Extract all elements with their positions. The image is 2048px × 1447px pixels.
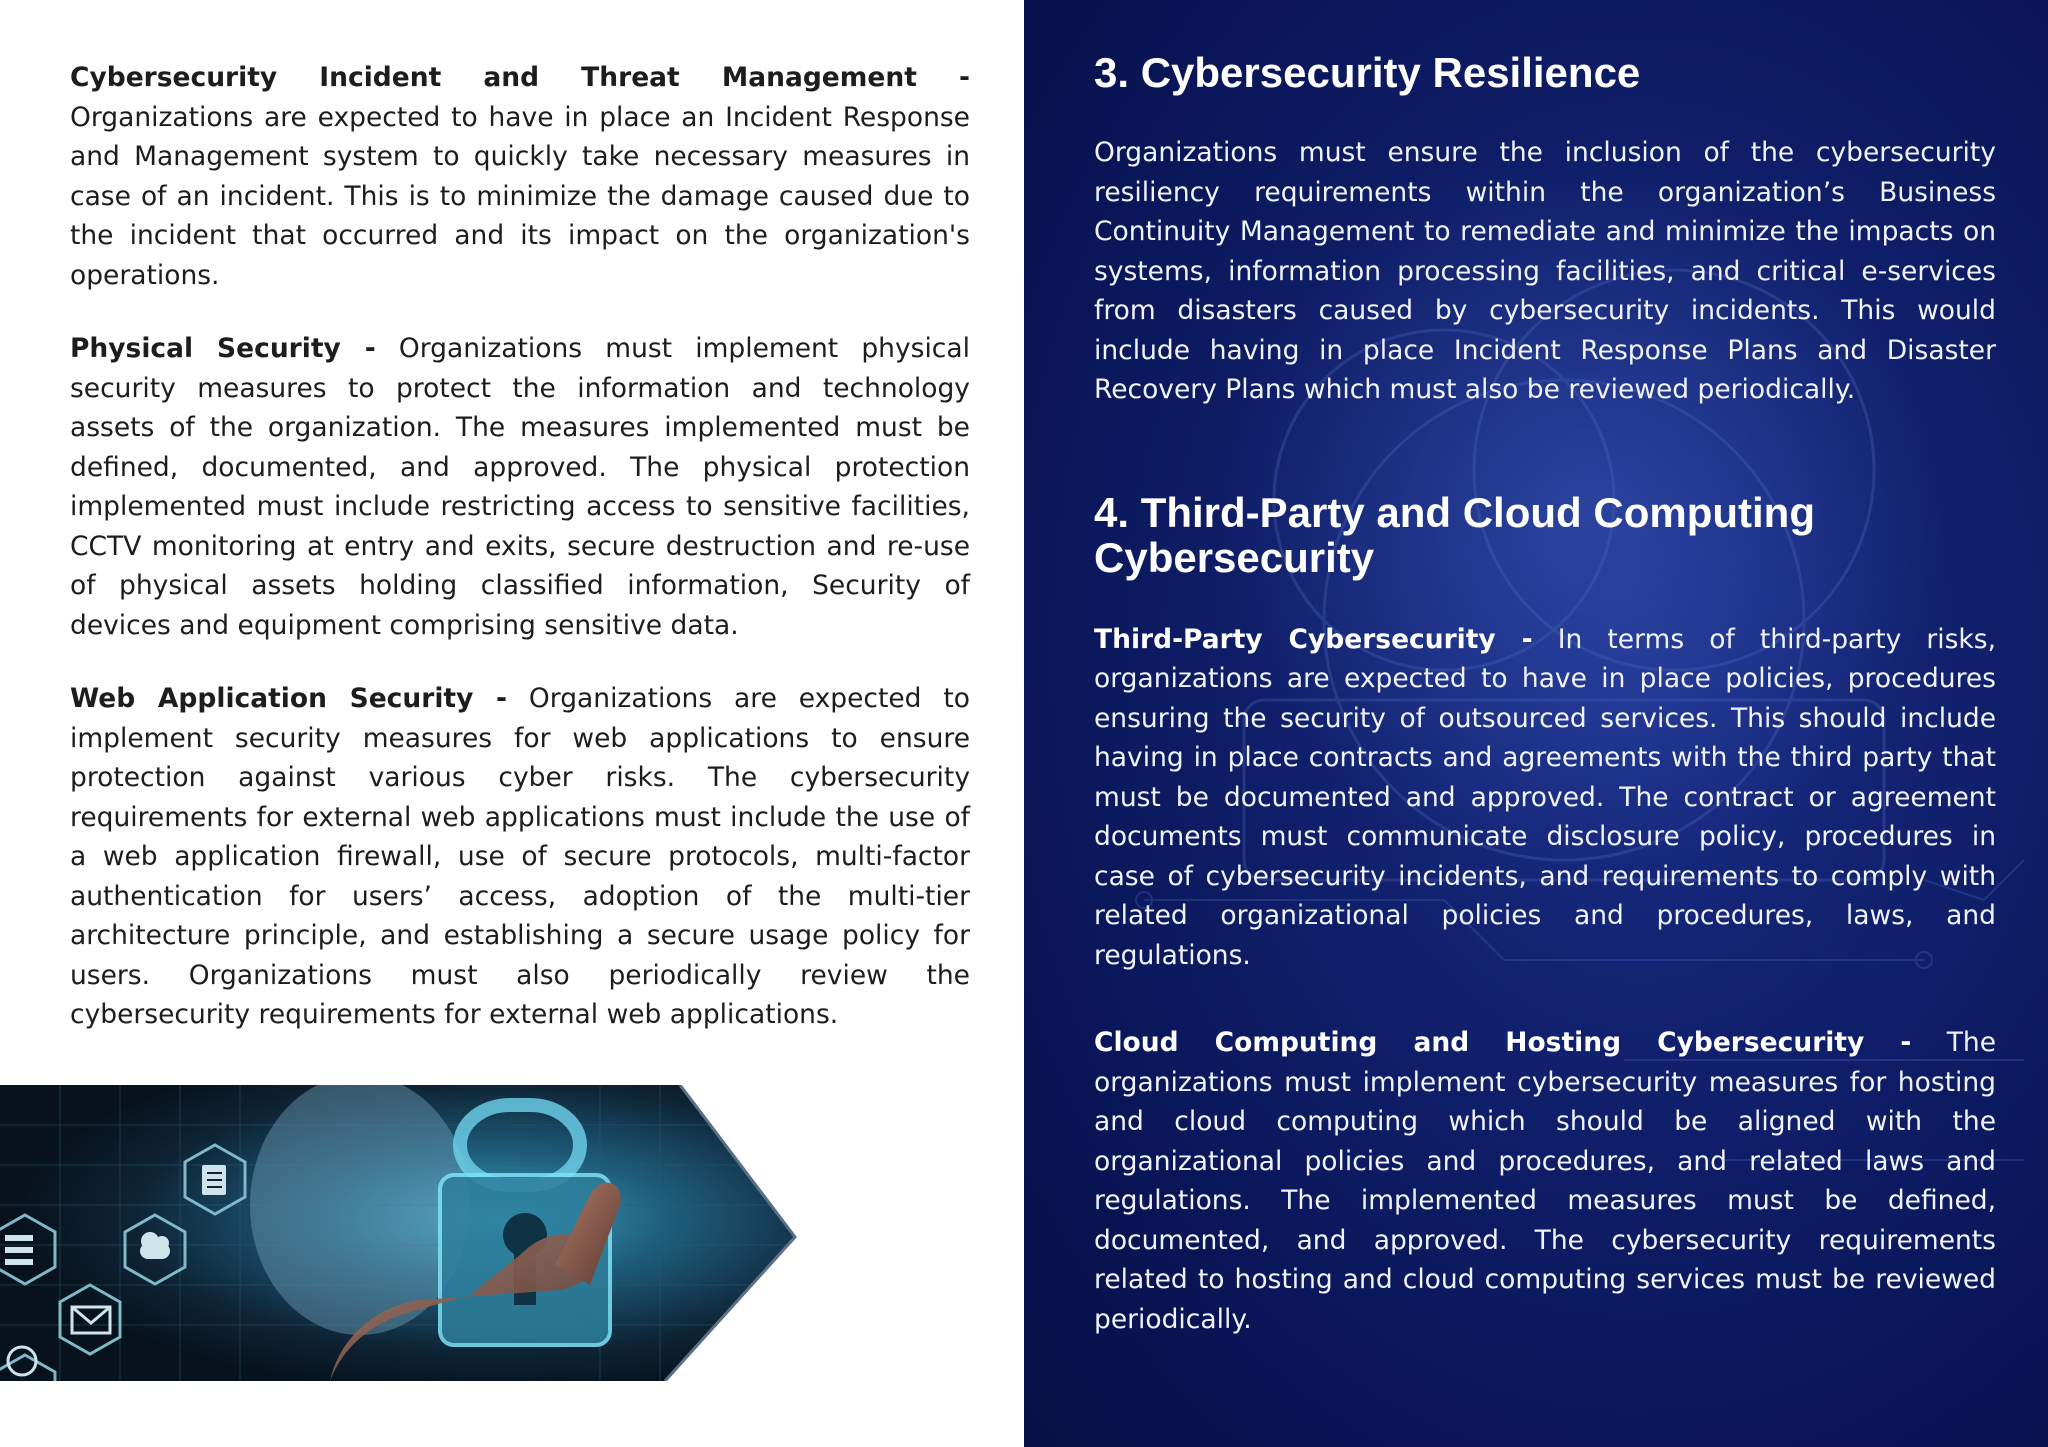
incident-management-title: Cybersecurity Incident and Threat Management - — [70, 62, 970, 93]
third-party-title: Third-Party Cybersecurity - — [1094, 623, 1533, 655]
web-app-security-title: Web Application Security - — [70, 683, 508, 714]
cloud-hosting-paragraph — [1094, 1023, 1996, 1339]
web-app-security-paragraph — [70, 679, 970, 1035]
physical-security-paragraph — [70, 329, 970, 645]
section-4-heading: 4. Third-Party and Cloud Computing Cybersecurity — [1094, 488, 1815, 581]
left-text-block — [70, 58, 970, 1069]
physical-security-body: Organizations must implement physical security measures to protect the information and technology assets of the organization. The measures implemented must be defined, documented, and approved. The physical protection implemented must include restricting access to sensitive facilities, CCTV monitoring at entry and exits, secure destruction and re-use of physical assets holding classified information, Security of devices and equipment comprising sensitive data. — [70, 333, 970, 641]
section-3-body: Organizations must ensure the inclusion of the cybersecurity resiliency requirements within the organization’s Business Continuity Management to remediate and minimize the impacts on systems, information processing facilities, and critical e-services from disasters caused by cybersecurity incidents. This would include having in place Incident Response Plans and Disaster Recovery Plans which must also be reviewed periodically. — [1094, 137, 1996, 405]
cyber-lock-banner-image — [0, 1085, 800, 1381]
cloud-hosting-title: Cloud Computing and Hosting Cybersecurity - — [1094, 1027, 1912, 1058]
cloud-hosting-body: The organizations must implement cybersecurity measures for hosting and cloud computing which should be aligned with the organizational policies and procedures, and related laws and regulations. The implemented measures must be defined, documented, and approved. The cybersecurity requirements related to hosting and cloud computing services must be reviewed periodically. — [1094, 1027, 1996, 1335]
web-app-security-body: Organizations are expected to implement security measures for web applications to ensure protection against various cyber risks. The cybersecurity requirements for external web applications must include the use of a web application firewall, use of secure protocols, multi-factor authentication for users’ access, adoption of the multi-tier architecture principle, and establishing a secure usage policy for users. Organizations must also periodically review the cybersecurity requirements for external web applications. — [70, 683, 970, 1030]
incident-management-paragraph — [70, 58, 970, 295]
section-3-heading: 3. Cybersecurity Resilience — [1094, 49, 1641, 96]
right-column — [1024, 0, 2048, 1447]
third-party-paragraph — [1094, 620, 1996, 976]
incident-management-body: Organizations are expected to have in place an Incident Response and Management system to quickly take necessary measures in case of an incident. This is to minimize the damage caused due to the incident that occurred and its impact on the organization's operations. — [70, 101, 970, 291]
physical-security-title: Physical Security - — [70, 333, 376, 364]
third-party-body: In terms of third-party risks, organizations are expected to have in place policies, procedures ensuring the security of outsourced services. This should include having in place contracts and agreements with the third party that must be documented and approved. The contract or agreement documents must communicate disclosure policy, procedures in case of cybersecurity incidents, and requirements to comply with related organizational policies and procedures, laws, and regulations. — [1094, 623, 1997, 971]
right-text-block — [1094, 50, 1996, 1387]
